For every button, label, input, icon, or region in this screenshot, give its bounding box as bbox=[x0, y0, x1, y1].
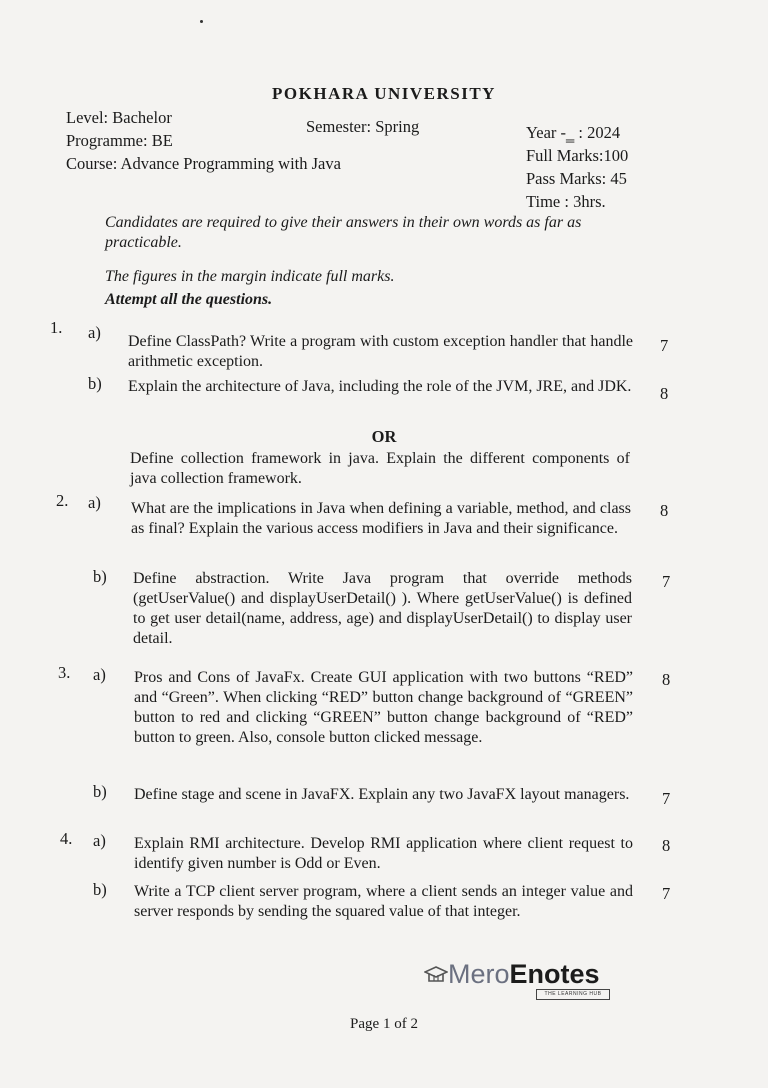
question-marks: 8 bbox=[660, 501, 669, 520]
question-part-letter: b) bbox=[93, 880, 107, 899]
instruction-own-words: Candidates are required to give their answers in their own words as far as practicable. bbox=[105, 214, 582, 251]
graduation-cap-icon bbox=[424, 964, 448, 988]
question-text: Define ClassPath? Write a program with custom exception handler that handle arithmetic exception. bbox=[128, 333, 633, 370]
course-info-left bbox=[66, 106, 341, 175]
or-label: OR bbox=[371, 427, 397, 446]
question-marks: 7 bbox=[662, 789, 671, 808]
question-marks: 7 bbox=[662, 884, 671, 903]
year-text: Year ‐‗ : 2024 bbox=[526, 123, 621, 142]
exam-info-right bbox=[526, 121, 628, 213]
logo-tagline: THE LEARNING HUB bbox=[536, 989, 610, 1000]
page-number: Page 1 of 2 bbox=[350, 1016, 418, 1032]
logo-wordmark bbox=[448, 958, 600, 990]
logo-enotes: Enotes bbox=[509, 959, 600, 989]
level-text: Level: Bachelor bbox=[66, 108, 172, 127]
question-part-letter: b) bbox=[93, 567, 107, 586]
question-part-letter: b) bbox=[88, 374, 102, 393]
question-text: Explain the architecture of Java, including the role of the JVM, JRE, and JDK. bbox=[128, 378, 632, 395]
instruction-figures: The figures in the margin indicate full marks. bbox=[105, 268, 395, 285]
question-part-letter: a) bbox=[88, 493, 101, 512]
logo-mero: Mero bbox=[448, 959, 510, 989]
question-part-letter: b) bbox=[93, 782, 107, 801]
question-number: 4. bbox=[60, 829, 73, 848]
question-marks: 8 bbox=[660, 384, 669, 403]
meroenotes-watermark bbox=[424, 958, 614, 1008]
question-number: 2. bbox=[56, 491, 69, 510]
question-text: Define stage and scene in JavaFX. Explain any two JavaFX layout managers. bbox=[134, 786, 630, 803]
scan-speck bbox=[200, 20, 203, 23]
question-marks: 8 bbox=[662, 836, 671, 855]
question-marks: 8 bbox=[662, 670, 671, 689]
question-text: Define abstraction. Write Java program that override methods (getUserValue() and displayUserDetail() ). Where getUserValue() is defined to get user detail(name, address, age) and displayUserDetail() to display user detail. bbox=[133, 570, 632, 647]
university-title: POKHARA UNIVERSITY bbox=[272, 84, 496, 103]
programme-text: Programme: BE bbox=[66, 131, 173, 150]
full-marks-text: Full Marks:100 bbox=[526, 146, 629, 165]
semester-text: Semester: Spring bbox=[306, 117, 420, 136]
question-text: Write a TCP client server program, where a client sends an integer value and server responds by sending the squared value of that integer. bbox=[134, 883, 633, 920]
question-text: What are the implications in Java when defining a variable, method, and class as final? Explain the various access modifiers in Java and their significance. bbox=[131, 500, 631, 537]
question-number: 1. bbox=[50, 318, 63, 337]
question-text: Explain RMI architecture. Develop RMI application where client request to identify given number is Odd or Even. bbox=[134, 835, 633, 872]
question-text: Define collection framework in java. Explain the different components of java collection framework. bbox=[130, 450, 630, 487]
pass-marks-text: Pass Marks: 45 bbox=[526, 169, 627, 188]
question-marks: 7 bbox=[660, 336, 669, 355]
time-text: Time : 3hrs. bbox=[526, 192, 606, 211]
question-part-letter: a) bbox=[88, 323, 101, 342]
instruction-attempt-all: Attempt all the questions. bbox=[105, 291, 273, 308]
question-marks: 7 bbox=[662, 572, 671, 591]
question-part-letter: a) bbox=[93, 665, 106, 684]
course-text: Course: Advance Programming with Java bbox=[66, 154, 341, 173]
question-part-letter: a) bbox=[93, 831, 106, 850]
question-number: 3. bbox=[58, 663, 71, 682]
question-text: Pros and Cons of JavaFx. Create GUI application with two buttons “RED” and “Green”. When clicking “RED” button change background of “GREEN” button to red and clicking “GREEN” button change background of “RED” button to green. Also, console button clicked message. bbox=[134, 669, 633, 746]
